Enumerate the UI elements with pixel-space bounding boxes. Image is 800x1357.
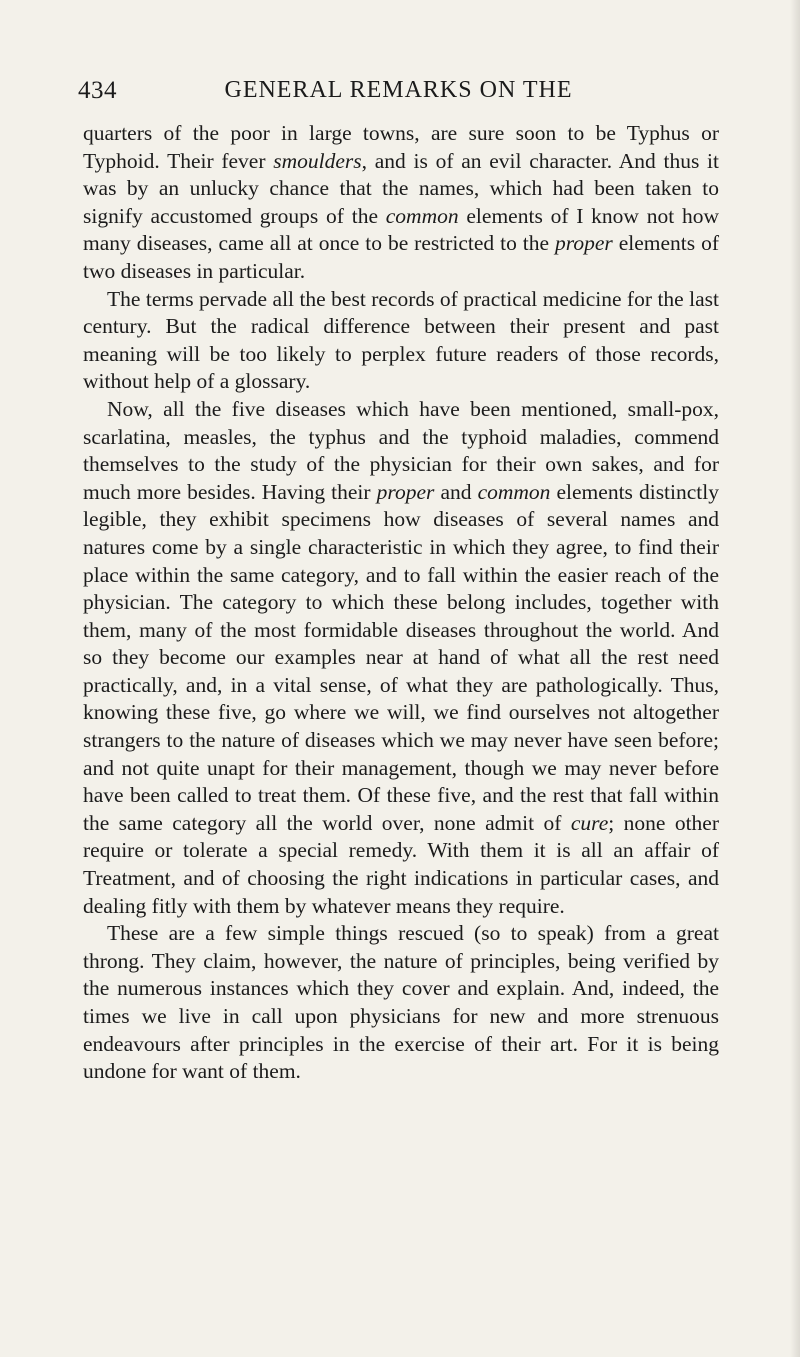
paragraph-3-text-a: Now, all the five diseases which have been mentioned, small-pox, scarlatina, measles, the typhus and the typhoid maladies, commend themselves to the study of the physician for their own sakes, and for much more besides. Having their [83,396,719,504]
body-text [83,120,719,1086]
paragraph-1-text-c: , and is of an evil character. And thus it was by an unlucky chance that the names, which had been taken to signify accustomed groups of the [83,148,719,228]
paragraph-3 [83,396,719,920]
paragraph-2: The terms pervade all the best records of practical medicine for the last century. But the radical difference between their present and past meaning will be too likely to perplex future readers of those records, without help of a glossary. [83,286,719,394]
italic-common: common [477,479,551,504]
italic-common: common [385,203,459,228]
italic-proper: proper [555,231,613,256]
paragraph-3-text-c: and [434,479,478,504]
paragraph-1 [83,120,719,286]
page-edge-shadow [790,0,800,1357]
page-number: 434 [78,77,117,104]
italic-proper: proper [376,479,435,504]
paragraph-3-text-e: elements distinctly legible, they exhibit specimens how diseases of several names and natures come by a single characteristic in which they agree, to find their place within the same category, and to fall within the easier reach of the physician. The category to which these belong includes, together with them, many of the most formidable diseases throughout the world. And so they become our examples near at hand of what all the rest need practically, and, in a vital sense, of what they are pathologically. Thus, knowing these five, go where we will, we find ourselves not altogether strangers to the nature of diseases which we may never have seen before; and not quite unapt for their management, though we may never before have been called to treat them. Of these five, and the rest that fall within the same category all the world over, none admit of [83,479,719,835]
paragraph-1-text-e: elements of I know not how many diseases, came all at once to be restricted to the [83,203,719,256]
italic-smoulders: smoulders [273,148,362,173]
italic-cure: cure [570,810,609,835]
paragraph-4: These are a few simple things rescued (so to speak) from a great throng. They claim, however, the nature of principles, being verified by the numerous instances which they cover and explain. And, indeed, the times we live in call upon physicians for new and more strenuous endeavours after principles in the exercise of their art. For it is being undone for want of them. [83,921,719,1084]
page-header [78,77,719,107]
paragraph-3-text-g: ; none other require or tolerate a special remedy. With them it is all an affair of Treatment, and of choosing the right indications in particular cases, and dealing fitly with them by whatever means they require. [83,810,719,918]
running-head: GENERAL REMARKS ON THE [224,77,573,103]
paragraph-1-text-a: quarters of the poor in large towns, are sure soon to be Typhus or Typhoid. Their fever [83,121,719,173]
paragraph-1-text-g: elements of two diseases in particular. [83,231,719,283]
